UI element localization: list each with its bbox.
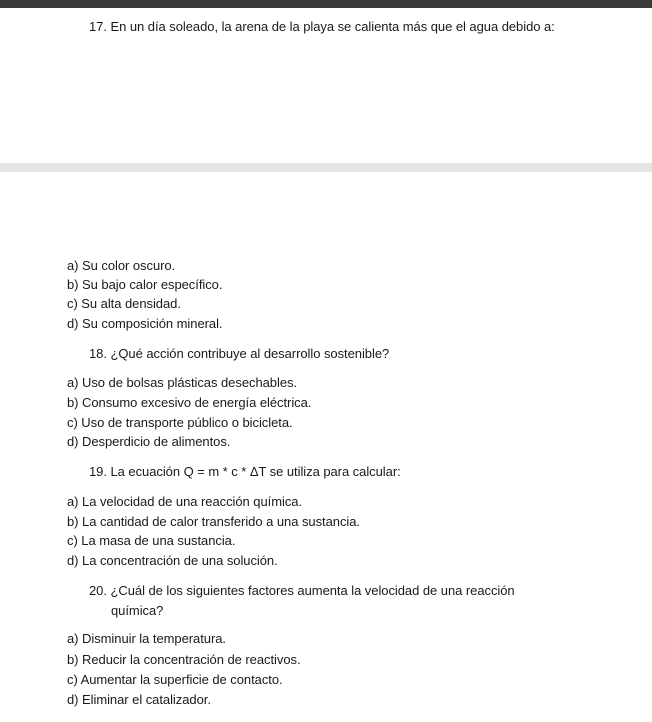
option-18c: c) Uso de transporte público o bicicleta.	[67, 415, 293, 430]
option-19b: b) La cantidad de calor transferido a una sustancia.	[67, 514, 360, 529]
question-20-continuation: química?	[111, 603, 164, 618]
option-17d: d) Su composición mineral.	[67, 316, 223, 331]
option-20a: a) Disminuir la temperatura.	[67, 631, 226, 646]
option-17a: a) Su color oscuro.	[67, 258, 176, 273]
option-18d: d) Desperdicio de alimentos.	[67, 434, 231, 449]
question-19: 19. La ecuación Q = m * c * ΔT se utiliza para calcular:	[89, 464, 401, 479]
option-19a: a) La velocidad de una reacción química.	[67, 494, 303, 509]
page-break-band	[0, 163, 652, 172]
option-17b: b) Su bajo calor específico.	[67, 277, 223, 292]
option-18b: b) Consumo excesivo de energía eléctrica.	[67, 395, 312, 410]
question-18: 18. ¿Qué acción contribuye al desarrollo sostenible?	[89, 346, 390, 361]
option-19c: c) La masa de una sustancia.	[67, 533, 236, 548]
question-17: 17. En un día soleado, la arena de la playa se calienta más que el agua debido a:	[89, 19, 555, 34]
option-18a: a) Uso de bolsas plásticas desechables.	[67, 375, 298, 390]
option-20c: c) Aumentar la superficie de contacto.	[67, 672, 283, 687]
option-20d: d) Eliminar el catalizador.	[67, 692, 211, 707]
option-20b: b) Reducir la concentración de reactivos.	[67, 652, 301, 667]
option-17c: c) Su alta densidad.	[67, 296, 181, 311]
question-20: 20. ¿Cuál de los siguientes factores aumenta la velocidad de una reacción	[89, 583, 515, 598]
top-dark-bar	[0, 0, 652, 8]
option-19d: d) La concentración de una solución.	[67, 553, 278, 568]
